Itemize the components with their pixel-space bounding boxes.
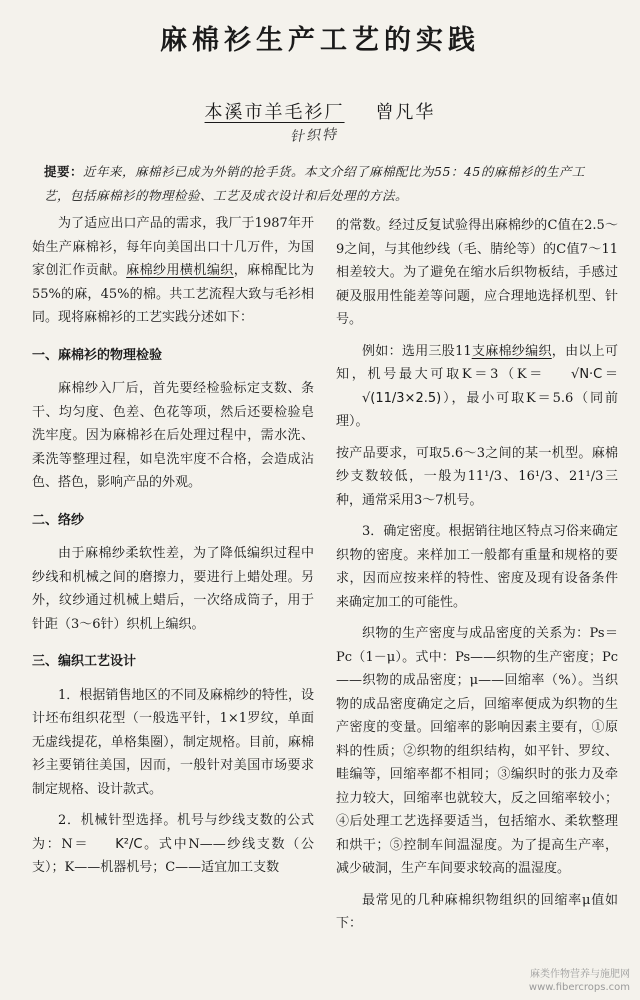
abstract bbox=[44, 160, 604, 208]
example-text-d: ），最小可取K＝5.6（同前理）。 bbox=[336, 390, 618, 429]
closing-paragraph: 最常见的几种麻棉织物组织的回缩率μ值如下： bbox=[336, 892, 618, 931]
intro-text-a: 为了适应出口产品的需求，我厂于1987年开始生产麻棉衫，每年向美国出口十几万件，为国家创汇作贡献。 bbox=[32, 216, 314, 278]
author-line bbox=[0, 98, 640, 124]
example-paragraph bbox=[336, 340, 618, 434]
example-text-b: ，由以上可知，机号最大可取K＝3（K＝ bbox=[336, 343, 618, 382]
section-heading-3: 三、编织工艺设计 bbox=[32, 654, 137, 669]
continued-paragraph: 的常数。经过反复试验得出麻棉纱的C值在2.5～9之间，与其他纱线（毛、腈纶等）的C值7～11相差较大。为了避免在缩水后织物板结，手感过硬及服用性能差等问题，应合理地选择机型、针号。 bbox=[336, 218, 618, 327]
section-3-paragraph-2 bbox=[32, 809, 314, 880]
section-3-paragraph-1: 1．根据销售地区的不同及麻棉纱的特性，设计坯布组织花型（一般选平针，1×1罗纹，单面无虚线提花，单格集圈），制定规格。目前，麻棉衫主要销往美国，因而，一般针对美国市场要求制定规格、设计款式。 bbox=[32, 687, 314, 797]
gauge-paragraph: 按产品要求，可取5.6～3之间的某一机型。麻棉纱支数较低，一般为11¹/3、16¹/3、21¹/3三种，通常采用3～7机号。 bbox=[336, 445, 618, 508]
section-2-paragraph: 由于麻棉纱柔软性差，为了降低编织过程中纱线和机械之间的磨擦力，要进行上蜡处理。另外，纹纱通过机械上蜡后，一次络成筒子，用于针距（3～6针）织机上编织。 bbox=[32, 546, 314, 632]
example-text-a: 例如：选用三股11 bbox=[362, 343, 472, 359]
section-heading-2: 二、络纱 bbox=[32, 512, 85, 528]
intro-text-b: ，麻棉配比为55%的麻，45%的棉。共工艺流程大致与毛衫相同。现将麻棉衫的工艺实践分述如下： bbox=[32, 263, 314, 325]
watermark-line-1: 麻类作物营养与施肥网 bbox=[530, 969, 630, 980]
section-1-paragraph: 麻棉纱入厂后，首先要经检验标定支数、条干、均匀度、色差、色花等项，然后还要检验皂洗牢度。因为麻棉衫在后处理过程中，需水洗、柔洗等整理过程，如皂洗牢度不合格，会造成沾色、搭色，影响产品的外观。 bbox=[32, 381, 314, 490]
intro-paragraph bbox=[32, 212, 314, 330]
abstract-text: 近年来，麻棉衫已成为外销的抢手货。本文介绍了麻棉配比为55：45的麻棉衫的生产工艺，包括麻棉衫的物理检验、工艺及成衣设计和后处理的方法。 bbox=[44, 164, 585, 203]
site-watermark bbox=[529, 968, 630, 994]
formula-intro: 2．机械针型选择。机号与纱线支数的公式为：N＝ bbox=[32, 813, 314, 852]
shrinkage-paragraph: 织物的生产密度与成品密度的关系为：Ps＝Pc（1－μ）。式中：Ps——织物的生产密度；Pc——织物的成品密度；μ——回缩率（%）。当织物的成品密度确定之后，回缩率便成为织物的生产密度的变量。回缩率的影响因素主要有，①原料的性质；②织物的组织结构，如平针、罗纹、畦编等，回缩率都不相同；③编织时的张力及牵拉力较大，回缩率也就较大，反之回缩率较小；④后处理工艺选择要适当，包括缩水、柔软整理和烘干；⑤控制车间温湿度。为了提高生产率，减少破洞，生产车间要求较高的温湿度。 bbox=[336, 626, 618, 876]
author-affiliation: 本溪市羊毛衫厂 bbox=[204, 102, 345, 123]
section-heading-1: 一、麻棉衫的物理检验 bbox=[32, 347, 163, 363]
formula-k-value: √(11/3×2.5) bbox=[362, 390, 442, 406]
density-paragraph: 3．确定密度。根据销往地区特点习俗来确定织物的密度。来样加工一般都有重量和规格的要求，因而应按来样的特性、密度及现有设备条件来确定加工的可能性。 bbox=[336, 524, 618, 610]
intro-underlined: 麻棉纱用横机编织 bbox=[126, 263, 234, 278]
article-title: 麻棉衫生产工艺的实践 bbox=[160, 25, 480, 56]
formula-k: √N·C bbox=[571, 367, 603, 382]
left-column bbox=[32, 212, 314, 888]
abstract-label: 提要： bbox=[44, 164, 84, 179]
example-underlined: 支麻棉纱编织 bbox=[471, 343, 552, 359]
formula-explain: 。式中N——纱线支数（公支）；K——机器机号；C——适宜加工支数 bbox=[32, 836, 314, 875]
author-name: 曾凡华 bbox=[375, 102, 436, 123]
formula-n: K²/C bbox=[115, 836, 143, 852]
handwritten-note: 针织特 bbox=[289, 126, 339, 146]
right-column bbox=[336, 214, 618, 944]
example-text-c: ＝ bbox=[602, 367, 618, 382]
watermark-line-2: www.fibercrops.com bbox=[528, 982, 630, 993]
